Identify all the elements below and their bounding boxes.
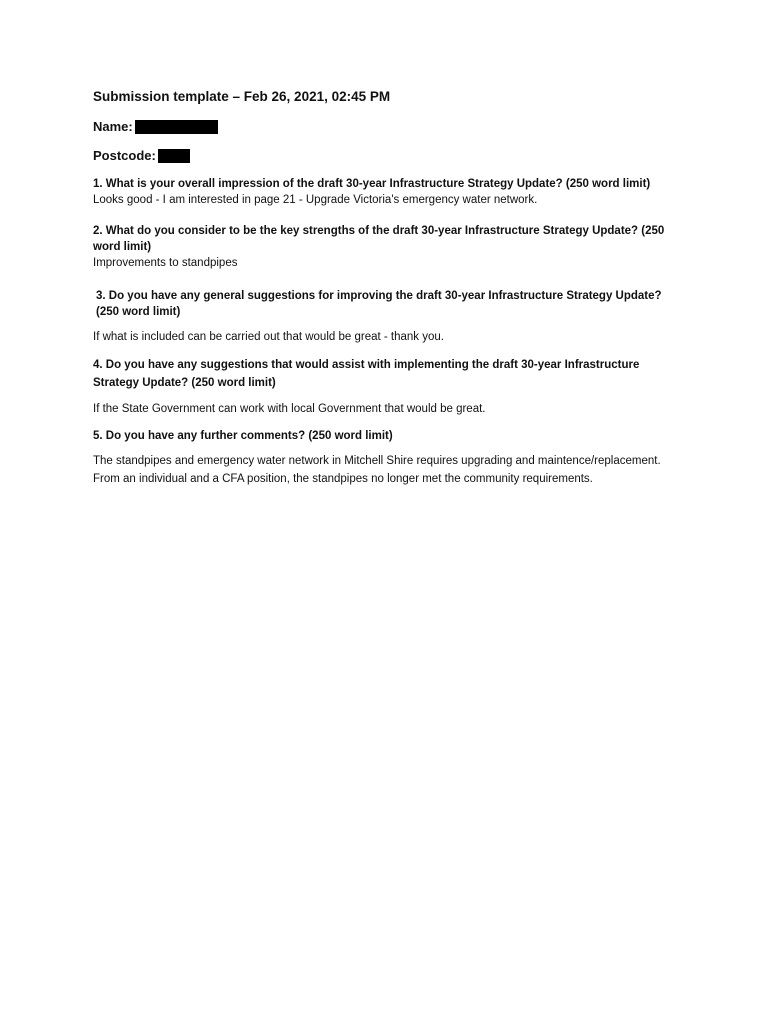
name-label: Name: [93, 119, 133, 134]
answer-2: Improvements to standpipes [93, 257, 238, 269]
question-4: 4. Do you have any suggestions that would assist with implementing the draft 30-year Infrastructure Strategy Update? (250 word limit) [93, 359, 640, 389]
document-page [93, 88, 683, 497]
question-5: 5. Do you have any further comments? (250 word limit) [93, 430, 393, 442]
postcode-field [93, 147, 683, 165]
name-redaction [135, 120, 218, 134]
question-block-4 [93, 356, 683, 418]
postcode-redaction [158, 149, 190, 163]
question-3: 3. Do you have any general suggestions for improving the draft 30-year Infrastructure Strategy Update? (250 word limit) [96, 290, 662, 318]
question-2: 2. What do you consider to be the key strengths of the draft 30-year Infrastructure Strategy Update? (250 word limit) [93, 225, 665, 253]
question-block-1 [93, 176, 683, 209]
postcode-label: Postcode: [93, 148, 156, 163]
answer-5: The standpipes and emergency water network in Mitchell Shire requires upgrading and maintence/replacement. From an individual and a CFA position, the standpipes no longer met the community requirements. [93, 455, 661, 485]
answer-1: Looks good - I am interested in page 21 - Upgrade Victoria's emergency water network. [93, 194, 538, 206]
name-field [93, 118, 683, 136]
answer-3: If what is included can be carried out that would be great - thank you. [93, 331, 444, 343]
document-title: Submission template – Feb 26, 2021, 02:45 PM [93, 89, 391, 104]
answer-4: If the State Government can work with local Government that would be great. [93, 403, 486, 415]
question-block-5 [93, 428, 683, 488]
question-block-2 [93, 223, 683, 272]
question-block-3 [93, 288, 683, 346]
question-1: 1. What is your overall impression of the draft 30-year Infrastructure Strategy Update? (250 word limit) [93, 178, 651, 190]
